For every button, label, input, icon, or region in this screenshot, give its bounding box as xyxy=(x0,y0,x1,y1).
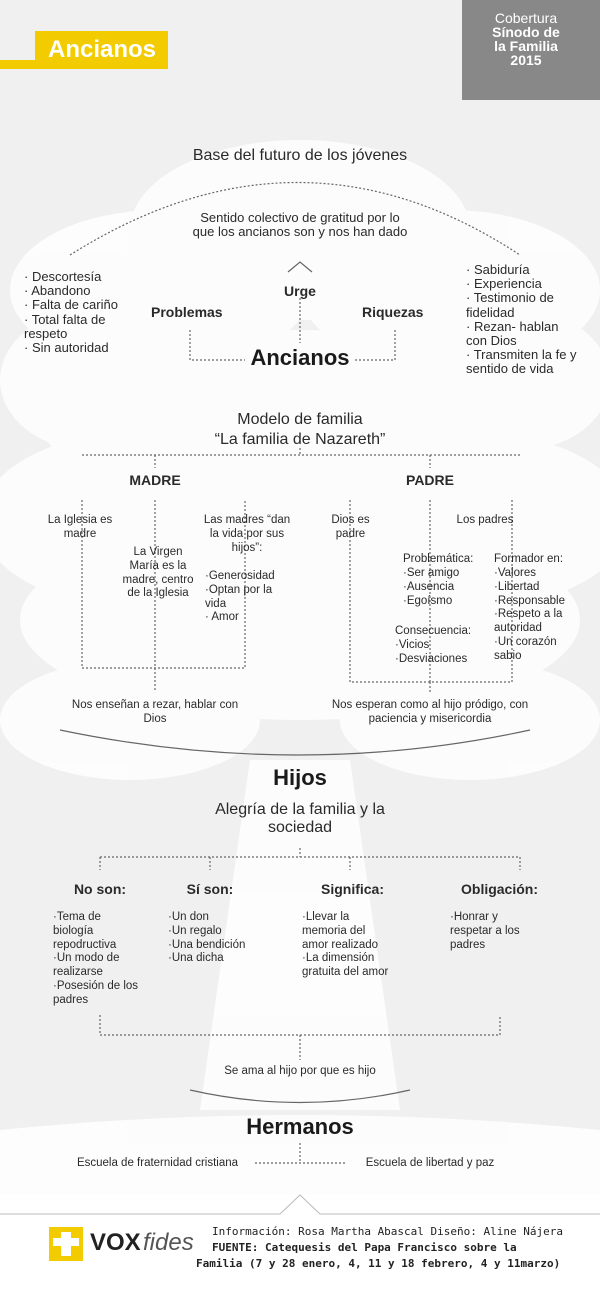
fathers-text: Los padres xyxy=(456,514,514,526)
riches-item: · Testimonio de fidelidad xyxy=(466,290,554,320)
riches-item: · Transmiten la fe y sentido de vida xyxy=(466,347,577,377)
problem-item: · Sin autoridad xyxy=(24,340,109,356)
obligacion-label: Obligación: xyxy=(461,881,538,897)
ancianos-heading: Ancianos xyxy=(250,345,350,370)
source-line-1: FUENTE: Catequesis del Papa Francisco sobre la xyxy=(212,1241,517,1254)
church-mother-text: La Iglesia es madre xyxy=(47,514,113,540)
coverage-line-4: 2015 xyxy=(510,52,542,68)
former-item: ·Un corazón sabio xyxy=(494,635,557,662)
logo-fides-text: fides xyxy=(143,1229,194,1256)
si-son-item: ·Un don xyxy=(168,911,209,923)
problem-item: · Abandono xyxy=(24,283,91,299)
credits-info: Información: Rosa Martha Abascal Diseño: Aline Nájera xyxy=(212,1225,563,1238)
virgin-mary-text: La Virgen María es la madre, centro de la Iglesia xyxy=(122,546,194,600)
hijos-heading: Hijos xyxy=(273,765,327,790)
si-son-item: ·Una dicha xyxy=(168,952,224,965)
problem-item: · Total falta de respeto xyxy=(24,311,106,341)
riches-item: · Sabiduría xyxy=(466,262,530,277)
urge-label: Urge xyxy=(284,283,316,299)
mothers-item: ·Generosidad xyxy=(205,570,275,582)
si-son-item: ·Un regalo xyxy=(168,924,222,937)
mothers-intro-text: Las madres “dan la vida por sus hijos”: xyxy=(203,514,291,554)
problem-item: · Descortesía xyxy=(24,269,102,284)
riches-item: · Experiencia xyxy=(466,276,542,292)
coverage-line-2: Sínodo de xyxy=(492,24,560,40)
former-item: ·Libertad xyxy=(494,580,540,593)
love-son-text: Se ama al hijo por que es hijo xyxy=(224,1065,376,1077)
problems-label: Problemas xyxy=(151,304,223,320)
teach-pray-text: Nos enseñan a rezar, hablar con Dios xyxy=(71,699,239,725)
coverage-line-1: Cobertura xyxy=(494,10,558,26)
riches-label: Riquezas xyxy=(362,304,424,320)
consequence-item: ·Desviaciones xyxy=(395,652,468,665)
fraternity-school-text: Escuela de fraternidad cristiana xyxy=(76,1157,239,1169)
problematic-item: ·Ser amigo xyxy=(403,567,460,579)
collective-gratitude-text: Sentido colectivo de gratitud por lo que los ancianos son y nos han dado xyxy=(192,210,408,240)
consequence-label: Consecuencia: xyxy=(395,625,472,637)
prodigal-son-text: Nos esperan como al hijo pródigo, con paciencia y misericordia xyxy=(331,699,529,725)
consequence-item: ·Vicios xyxy=(395,639,430,651)
page-title: Ancianos xyxy=(48,36,157,63)
obligacion-item: ·Honrar y respetar a los padres xyxy=(450,911,520,951)
god-father-text: Dios es padre xyxy=(331,514,370,540)
significa-item: ·Llevar la memoria del amor realizado xyxy=(302,911,379,951)
family-model-subtitle: “La familia de Nazareth” xyxy=(214,431,386,448)
problematic-item: ·Ausencia xyxy=(403,580,455,593)
padre-label: PADRE xyxy=(406,472,454,488)
hermanos-heading: Hermanos xyxy=(246,1114,354,1139)
freedom-school-text: Escuela de libertad y paz xyxy=(365,1157,495,1169)
former-item: ·Respeto a la autoridad xyxy=(494,608,563,635)
si-son-label: Sí son: xyxy=(186,881,234,897)
joy-text: Alegría de la familia y la sociedad xyxy=(215,801,385,836)
future-base-label: Base del futuro de los jóvenes xyxy=(192,147,408,164)
madre-label: MADRE xyxy=(129,472,181,488)
no-son-label: No son: xyxy=(73,881,127,897)
problematic-item: ·Egoísmo xyxy=(403,594,453,607)
significa-item: ·La dimensión gratuita del amor xyxy=(302,952,389,979)
former-label: Formador en: xyxy=(494,553,564,565)
significa-label: Significa: xyxy=(320,881,384,897)
no-son-item: ·Un modo de realizarse xyxy=(53,952,120,979)
problem-item: · Falta de cariño xyxy=(24,297,118,313)
mothers-item: ·Optan por la vida xyxy=(205,583,273,610)
no-son-item: ·Tema de biología repodructiva xyxy=(53,911,117,951)
riches-item: · Rezan- hablan con Dios xyxy=(466,318,559,349)
logo-cross-horizontal xyxy=(53,1238,79,1246)
si-son-item: ·Una bendición xyxy=(168,938,246,951)
problematic-label: Problemática: xyxy=(403,553,474,565)
coverage-line-3: la Familia xyxy=(494,38,558,54)
former-item: ·Valores xyxy=(494,567,536,579)
source-line-2: Familia (7 y 28 enero, 4, 11 y 18 febrero, 4 y 11marzo) xyxy=(196,1257,561,1270)
former-item: ·Responsable xyxy=(494,594,565,607)
family-model-title: Modelo de familia xyxy=(237,411,363,428)
no-son-item: ·Posesión de los padres xyxy=(53,979,139,1006)
mothers-item: · Amor xyxy=(205,611,239,624)
logo-vox-text: VOX xyxy=(90,1229,141,1256)
